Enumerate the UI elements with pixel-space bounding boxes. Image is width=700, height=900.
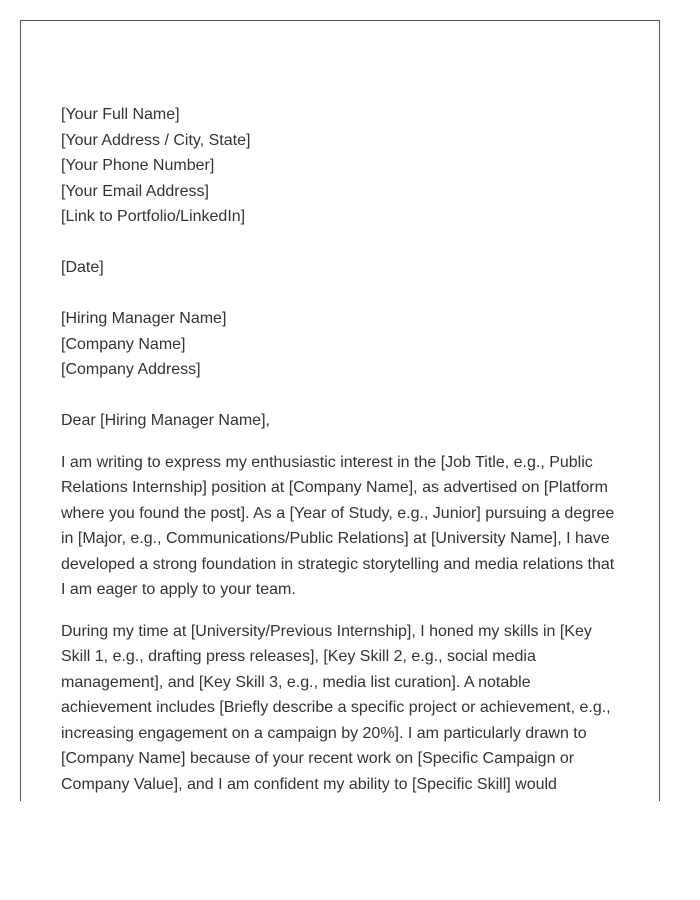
sender-block	[61, 102, 623, 230]
sender-phone: [Your Phone Number]	[61, 157, 215, 174]
recipient-block	[61, 306, 623, 383]
sender-email: [Your Email Address]	[61, 182, 209, 200]
recipient-company: [Company Name]	[61, 335, 186, 353]
body-paragraph-2: During my time at [University/Previous Internship], I honed my skills in [Key Skill 1, e.g., drafting press releases], [Key Skill 2, e.g., social media management], and [Key Skill 3, e.g., media list curation]. A notable achievement includes [Briefly describe a specific project or achievement, e.g., increasing engagement on a campaign by 20%]. I am particularly drawn to [Company Name] because of your recent work on [Specific Campaign or Company Value], and I am confident my ability to [Specific Skill] would	[61, 622, 611, 793]
letter-date: [Date]	[61, 259, 104, 276]
salutation: Dear [Hiring Manager Name],	[61, 412, 270, 429]
sender-address: [Your Address / City, State]	[61, 131, 251, 149]
sender-full-name: [Your Full Name]	[61, 106, 180, 123]
recipient-address: [Company Address]	[61, 361, 201, 378]
sender-link: [Link to Portfolio/LinkedIn]	[61, 208, 246, 225]
body-paragraph-1: I am writing to express my enthusiastic interest in the [Job Title, e.g., Public Relations Internship] position at [Company Name], as advertised on [Platform where you found the post]. As a [Year of Study, e.g., Junior] pursuing a degree in [Major, e.g., Communications/Public Relations] at [University Name], I have developed a strong foundation in strategic storytelling and media relations that I am eager to apply to your team.	[61, 453, 615, 598]
recipient-manager: [Hiring Manager Name]	[61, 310, 227, 327]
letter-content	[61, 102, 623, 797]
letter-page	[20, 20, 660, 801]
